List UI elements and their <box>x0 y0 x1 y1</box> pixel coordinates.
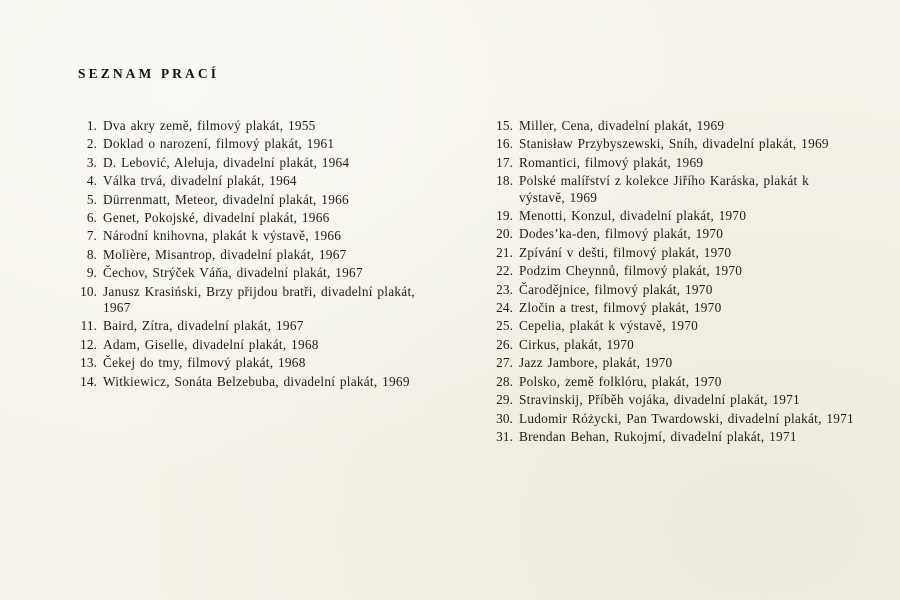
works-list-column-left <box>78 118 428 392</box>
list-item-number: 2. <box>86 136 97 152</box>
list-item-text: Jazz Jambore, plakát, 1970 <box>519 355 673 371</box>
list-item <box>494 173 854 206</box>
list-item-text: Cirkus, plakát, 1970 <box>519 336 635 352</box>
list-item <box>494 318 854 334</box>
list-item-number: 5. <box>86 191 97 207</box>
list-item-text: Witkiewicz, Sonáta Belzebuba, divadelní plakát, 1969 <box>103 373 410 389</box>
list-item-text: Cepelia, plakát k výstavě, 1970 <box>519 318 699 334</box>
list-item-number: 11. <box>80 318 97 334</box>
list-item <box>78 265 428 281</box>
list-item <box>78 192 428 208</box>
list-item-text: Molière, Misantrop, divadelní plakát, 1967 <box>103 246 347 262</box>
list-item <box>78 374 428 390</box>
list-item-number: 19. <box>496 208 513 224</box>
list-item-text: Čekej do tmy, filmový plakát, 1968 <box>103 355 306 371</box>
list-item-text: Zločin a trest, filmový plakát, 1970 <box>519 300 722 316</box>
list-item <box>494 300 854 316</box>
list-item-text: Zpívání v dešti, filmový plakát, 1970 <box>519 244 732 260</box>
list-item-text: Stravinskij, Příběh vojáka, divadelní plakát, 1971 <box>519 392 800 408</box>
list-item-text: Čechov, Strýček Váňa, divadelní plakát, 1967 <box>103 265 363 281</box>
list-item-text: Ludomir Różycki, Pan Twardowski, divadelní plakát, 1971 <box>519 410 854 426</box>
list-item <box>78 173 428 189</box>
list-item <box>78 136 428 152</box>
list-item <box>494 263 854 279</box>
list-item <box>78 355 428 371</box>
list-item-text: Národní knihovna, plakát k výstavě, 1966 <box>103 228 342 244</box>
list-item-text: Podzim Cheynnů, filmový plakát, 1970 <box>519 263 743 279</box>
list-item-number: 8. <box>86 246 97 262</box>
list-item <box>494 136 854 152</box>
page-title: SEZNAM PRACÍ <box>78 66 220 81</box>
list-item-number: 16. <box>496 136 513 152</box>
list-item-text: Menotti, Konzul, divadelní plakát, 1970 <box>519 208 747 224</box>
list-item <box>78 318 428 334</box>
list-item-text: Brendan Behan, Rukojmí, divadelní plakát, 1971 <box>519 428 797 444</box>
list-item <box>494 155 854 171</box>
list-item-number: 3. <box>86 154 97 170</box>
works-list-column-right <box>494 118 854 447</box>
list-item <box>78 337 428 353</box>
list-item-number: 18. <box>496 173 513 189</box>
list-item-number: 20. <box>496 226 513 242</box>
list-item <box>494 355 854 371</box>
list-item <box>78 284 428 317</box>
list-item-text: Dodes’ka-den, filmový plakát, 1970 <box>519 226 724 242</box>
list-item-text: Doklad o narození, filmový plakát, 1961 <box>103 136 335 152</box>
list-item <box>78 210 428 226</box>
list-item-number: 7. <box>86 228 97 244</box>
list-item-number: 17. <box>496 154 513 170</box>
list-item-number: 26. <box>496 336 513 352</box>
list-item <box>494 429 854 445</box>
list-item-text: Dürrenmatt, Meteor, divadelní plakát, 1966 <box>103 191 349 207</box>
list-item-number: 14. <box>80 373 97 389</box>
list-item-number: 9. <box>86 265 97 281</box>
list-item <box>78 118 428 134</box>
list-item-number: 23. <box>496 281 513 297</box>
list-item-number: 1. <box>86 118 97 133</box>
list-item-text: Janusz Krasiński, Brzy přijdou bratři, divadelní plakát, 1967 <box>103 283 415 316</box>
list-item-number: 21. <box>496 244 513 260</box>
list-item-text: Baird, Zítra, divadelní plakát, 1967 <box>103 318 304 334</box>
list-item-number: 10. <box>80 283 97 299</box>
list-item-text: Adam, Giselle, divadelní plakát, 1968 <box>103 336 319 352</box>
list-item-text: Genet, Pokojské, divadelní plakát, 1966 <box>103 210 330 226</box>
list-item-text: Polské malířství z kolekce Jiřího Karáska, plakát k výstavě, 1969 <box>519 173 810 205</box>
list-item <box>78 228 428 244</box>
list-item-text: Polsko, země folklóru, plakát, 1970 <box>519 373 722 389</box>
list-item-number: 4. <box>86 173 97 189</box>
list-item-number: 28. <box>496 373 513 389</box>
list-item <box>494 226 854 242</box>
list-item-text: Stanisław Przybyszewski, Sníh, divadelní plakát, 1969 <box>519 136 829 152</box>
list-item-number: 27. <box>496 355 513 371</box>
list-item <box>494 374 854 390</box>
list-item-number: 31. <box>496 428 513 444</box>
list-item <box>494 411 854 427</box>
list-item-text: D. Lebović, Aleluja, divadelní plakát, 1964 <box>103 154 350 170</box>
list-item <box>494 392 854 408</box>
list-item-text: Dva akry země, filmový plakát, 1955 <box>103 118 316 133</box>
list-item-text: Romantici, filmový plakát, 1969 <box>519 154 704 170</box>
list-item-text: Válka trvá, divadelní plakát, 1964 <box>103 173 297 189</box>
list-item-number: 13. <box>80 355 97 371</box>
list-item-number: 25. <box>496 318 513 334</box>
list-item <box>78 155 428 171</box>
list-item <box>494 337 854 353</box>
list-item <box>494 118 854 134</box>
list-item <box>494 282 854 298</box>
list-item-number: 29. <box>496 392 513 408</box>
list-item <box>78 247 428 263</box>
list-item-number: 15. <box>496 118 513 133</box>
list-item-text: Čarodějnice, filmový plakát, 1970 <box>519 281 713 297</box>
list-item-text: Miller, Cena, divadelní plakát, 1969 <box>519 118 725 133</box>
list-item <box>494 208 854 224</box>
list-item-number: 24. <box>496 300 513 316</box>
list-item-number: 12. <box>80 336 97 352</box>
list-item-number: 22. <box>496 263 513 279</box>
list-item <box>494 245 854 261</box>
list-item-number: 30. <box>496 410 513 426</box>
list-item-number: 6. <box>86 210 97 226</box>
